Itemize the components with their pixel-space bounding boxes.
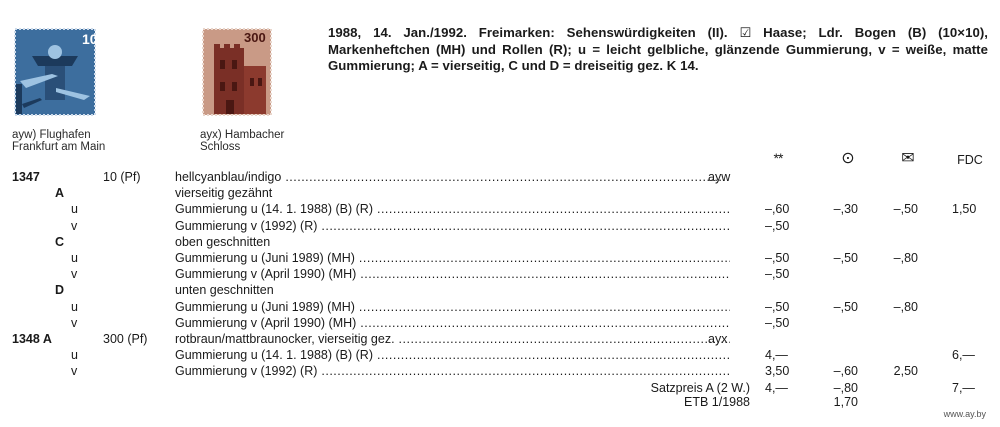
cell-p1: –,50 bbox=[765, 315, 790, 330]
stamp-caption-ayw bbox=[12, 129, 105, 153]
cell-p1: –,50 bbox=[765, 251, 790, 265]
cell-p2: –,50 bbox=[833, 299, 858, 314]
summary-row bbox=[0, 394, 1000, 410]
cell-desc: Gummierung v (1992) (R) ..... bbox=[175, 218, 730, 234]
table-row bbox=[0, 282, 1000, 298]
cell-desc: oben geschnitten bbox=[175, 234, 271, 249]
cell-p1: –,50 bbox=[765, 299, 790, 314]
cell-sub: v bbox=[71, 315, 78, 330]
watermark: www.ay.by bbox=[943, 409, 986, 419]
cell-p2: –,50 bbox=[833, 251, 858, 265]
cell-num: 1348 A bbox=[12, 332, 52, 346]
table-row bbox=[0, 185, 1000, 201]
issue-description: 1988, 14. Jan./1992. Freimarken: Sehenswürdigkeiten (II). ☑ Haase; Ldr. Bogen (B) (10×10), Markenheftchen (MH) und Rollen (R); u = leicht gelbliche, glänzende Gummierung, v = weiße, matte Gummierung; A = vierseitig, C und D = dreiseitig gez. K 14. bbox=[328, 25, 988, 73]
cell-sub: v bbox=[71, 267, 78, 282]
cell-sub: v bbox=[71, 364, 78, 379]
summary-p1: 4,— bbox=[765, 380, 788, 395]
cell-p4: 1,50 bbox=[952, 202, 977, 217]
stamp-image-flughafen bbox=[12, 26, 98, 118]
table-row bbox=[0, 299, 1000, 315]
caption-line: Schloss bbox=[200, 141, 241, 153]
stamp-denomination: 10 bbox=[82, 31, 98, 47]
table-row bbox=[0, 218, 1000, 234]
cell-p2: –,60 bbox=[833, 364, 858, 379]
table-row bbox=[0, 201, 1000, 217]
cell-ref: ayw bbox=[708, 170, 731, 184]
stamp-image-hambacher-schloss bbox=[200, 26, 274, 118]
cell-desc: vierseitig gezähnt bbox=[175, 186, 273, 201]
caption-line: Frankfurt am Main bbox=[12, 141, 106, 153]
summary-label: ETB 1/1988 bbox=[683, 395, 750, 410]
summary-p2: 1,70 bbox=[833, 395, 858, 410]
cell-letter: A bbox=[55, 186, 65, 201]
cell-desc: unten geschnitten bbox=[175, 283, 274, 298]
cell-p4: 6,— bbox=[952, 348, 975, 363]
cell-sub: u bbox=[71, 251, 78, 265]
table-row bbox=[0, 234, 1000, 250]
table-row bbox=[0, 169, 1000, 185]
summary-p4: 7,— bbox=[952, 380, 975, 395]
cell-letter: C bbox=[55, 234, 65, 249]
cell-desc: rotbraun/mattbraunocker, vierseitig gez. ..... bbox=[175, 331, 730, 347]
cell-desc: Gummierung v (April 1990) (MH) ..... bbox=[175, 315, 730, 331]
cell-p2: –,30 bbox=[833, 202, 858, 217]
cell-p1: –,50 bbox=[765, 267, 790, 282]
caption-line: ayw) Flughafen bbox=[12, 129, 91, 141]
caption-line: ayx) Hambacher bbox=[200, 129, 285, 141]
table-row bbox=[0, 266, 1000, 282]
column-header-cover: ✉ bbox=[901, 150, 915, 167]
table-row bbox=[0, 331, 1000, 347]
cell-p3: –,80 bbox=[893, 251, 918, 265]
cell-desc: Gummierung u (14. 1. 1988) (B) (R) ..... bbox=[175, 347, 730, 363]
cell-ref: ayx bbox=[708, 332, 728, 346]
cell-p3: –,80 bbox=[893, 299, 918, 314]
cell-desc: Gummierung u (Juni 1989) (MH) ..... bbox=[175, 299, 730, 315]
cell-sub: v bbox=[71, 218, 78, 233]
cell-value: 10 (Pf) bbox=[103, 170, 141, 184]
cell-p1: –,60 bbox=[765, 202, 790, 217]
cell-desc: Gummierung u (Juni 1989) (MH) ..... bbox=[175, 250, 730, 266]
cell-desc: Gummierung v (April 1990) (MH) ..... bbox=[175, 266, 730, 282]
cell-p1: –,50 bbox=[765, 218, 790, 233]
cell-value: 300 (Pf) bbox=[103, 332, 148, 346]
cell-sub: u bbox=[71, 299, 78, 314]
cell-desc: Gummierung u (14. 1. 1988) (B) (R) ..... bbox=[175, 201, 730, 217]
column-header-mint: ** bbox=[773, 150, 783, 166]
cell-sub: u bbox=[71, 348, 78, 363]
cell-desc: hellcyanblau/indigo ..... bbox=[175, 169, 730, 185]
cell-desc: Gummierung v (1992) (R) ..... bbox=[175, 363, 730, 379]
stamp-denomination: 300 bbox=[244, 30, 266, 45]
column-header-fdc: FDC bbox=[957, 153, 983, 167]
cell-p3: –,50 bbox=[893, 202, 918, 217]
summary-label: Satzpreis A (2 W.) bbox=[650, 380, 750, 395]
table-row bbox=[0, 347, 1000, 363]
table-row bbox=[0, 363, 1000, 379]
cell-num: 1347 bbox=[12, 170, 40, 184]
table-row bbox=[0, 315, 1000, 331]
summary-p2: –,80 bbox=[833, 380, 858, 395]
cell-letter: D bbox=[55, 283, 65, 298]
cell-p1: 3,50 bbox=[765, 364, 790, 379]
cell-p1: 4,— bbox=[765, 348, 788, 363]
column-header-used: ⊙ bbox=[841, 150, 855, 167]
stamp-caption-ayx bbox=[200, 129, 284, 153]
cell-p3: 2,50 bbox=[893, 364, 918, 379]
cell-sub: u bbox=[71, 202, 78, 217]
table-row bbox=[0, 250, 1000, 266]
